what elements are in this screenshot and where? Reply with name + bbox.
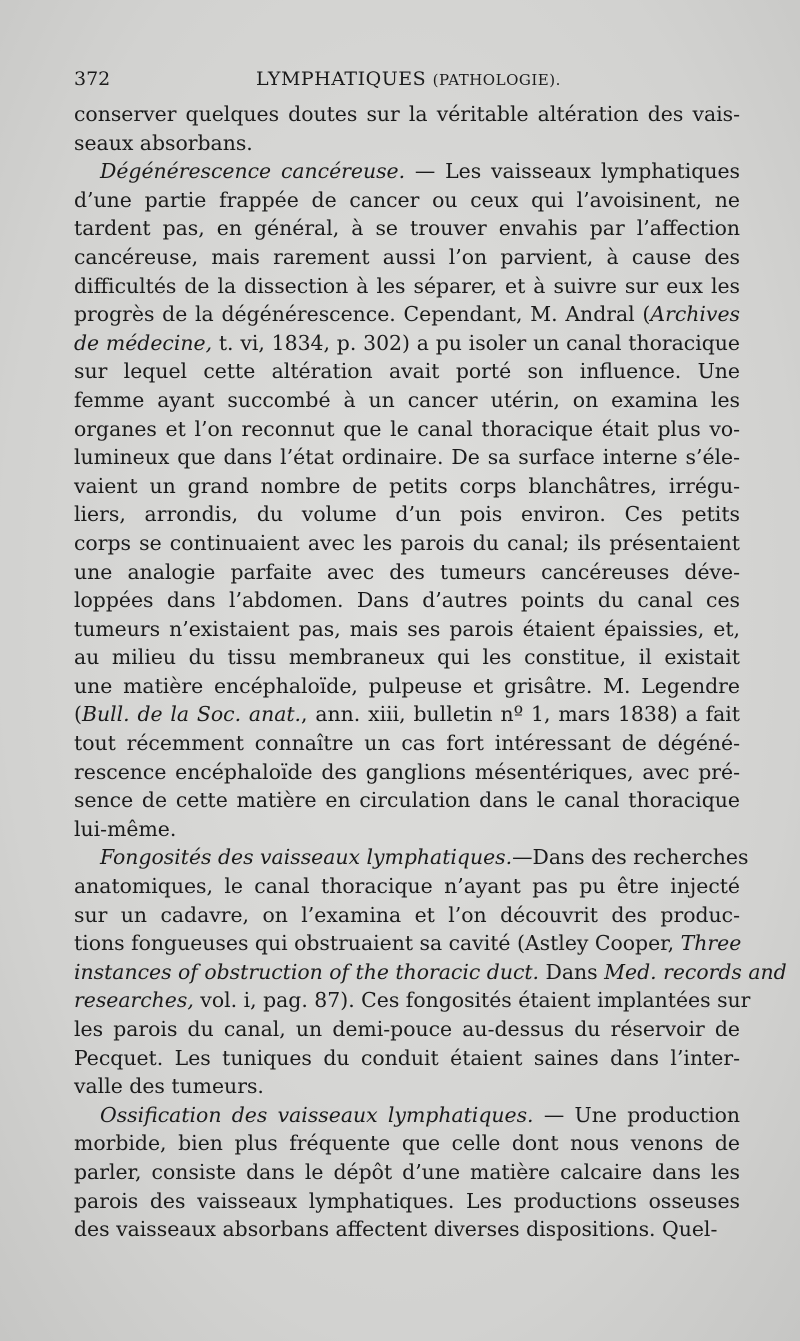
text-run: corps se continuaient avec les parois du canal; ils présentaient bbox=[74, 530, 740, 555]
text-line bbox=[74, 1015, 740, 1044]
paragraph bbox=[74, 157, 740, 843]
text-line bbox=[74, 1215, 740, 1244]
italic-run: Ossification des vaisseaux lymphatiques. bbox=[100, 1102, 534, 1127]
text-run: tardent pas, en général, à se trouver envahis par l’affection bbox=[74, 216, 740, 241]
text-line bbox=[74, 529, 740, 558]
text-run: tumeurs n’existaient pas, mais ses parois étaient épaissies, et, bbox=[74, 616, 740, 641]
text-run: d’une partie frappée de cancer ou ceux qui l’avoisinent, ne bbox=[74, 187, 740, 212]
text-run: — Les vaisseaux lymphatiques bbox=[405, 159, 740, 184]
text-line bbox=[74, 129, 740, 158]
text-line bbox=[74, 386, 740, 415]
text-line bbox=[74, 214, 740, 243]
text-line bbox=[74, 443, 740, 472]
text-line bbox=[74, 472, 740, 501]
text-run: t. vi, 1834, p. 302) a pu isoler un canal thoracique bbox=[212, 330, 740, 355]
paragraph bbox=[74, 1101, 740, 1244]
body-text bbox=[74, 100, 787, 1244]
italic-run: Dégénérescence cancéreuse. bbox=[100, 159, 406, 184]
text-line bbox=[74, 643, 740, 672]
running-title-subtitle: (PATHOLOGIE). bbox=[432, 71, 561, 89]
text-line bbox=[74, 901, 740, 930]
text-line bbox=[74, 958, 787, 987]
text-run: lumineux que dans l’état ordinaire. De sa surface interne s’éle- bbox=[74, 445, 740, 470]
running-title-main: LYMPHATIQUES bbox=[256, 68, 427, 90]
text-line bbox=[74, 100, 740, 129]
italic-run: instances of obstruction of the thoracic duct. bbox=[74, 959, 540, 984]
text-run: parois des vaisseaux lymphatiques. Les productions osseuses bbox=[74, 1188, 740, 1213]
italic-run: Bull. de la Soc. anat. bbox=[81, 702, 302, 727]
text-run: conserver quelques doutes sur la véritable altération des vais- bbox=[74, 102, 740, 126]
text-line bbox=[74, 558, 740, 587]
text-line bbox=[74, 300, 740, 329]
text-line bbox=[74, 615, 740, 644]
text-line bbox=[74, 843, 749, 872]
text-run: tions fongueuses qui obstruaient sa cavité (Astley Cooper, bbox=[74, 931, 681, 956]
text-run: progrès de la dégénérescence. Cependant, M. Andral ( bbox=[74, 302, 651, 327]
italic-run: de médecine, bbox=[74, 330, 213, 355]
text-run: vaient un grand nombre de petits corps blanchâtres, irrégu- bbox=[74, 473, 740, 498]
text-run: seaux absorbans. bbox=[74, 130, 253, 155]
text-line bbox=[74, 357, 740, 386]
text-line bbox=[74, 672, 740, 701]
text-line bbox=[74, 1044, 740, 1073]
text-run: les parois du canal, un demi-pouce au-dessus du réservoir de bbox=[74, 1017, 740, 1041]
text-run: loppées dans l’abdomen. Dans d’autres points du canal ces bbox=[74, 588, 740, 613]
text-line bbox=[74, 700, 740, 729]
text-run: liers, arrondis, du volume d’un pois environ. Ces petits bbox=[74, 502, 740, 527]
italic-run: Fongosités des vaisseaux lymphatiques. bbox=[100, 845, 513, 870]
text-line bbox=[74, 157, 740, 186]
text-run: lui-même. bbox=[74, 816, 177, 841]
paragraph bbox=[74, 843, 787, 1100]
text-run: valle des tumeurs. bbox=[74, 1074, 264, 1099]
text-run: vol. i, pag. 87). Ces fongosités étaient implantées sur bbox=[193, 988, 751, 1013]
page-number: 372 bbox=[74, 68, 111, 90]
text-line bbox=[74, 415, 740, 444]
text-line bbox=[74, 1129, 740, 1158]
text-run: tout récemment connaître un cas fort intéressant de dégéné- bbox=[74, 731, 740, 756]
text-run: une matière encéphaloïde, pulpeuse et grisâtre. M. Legendre bbox=[74, 673, 740, 698]
text-line bbox=[74, 758, 740, 787]
text-run: parler, consiste dans le dépôt d’une matière calcaire dans les bbox=[74, 1159, 740, 1184]
text-run: Dans bbox=[539, 959, 605, 984]
text-line bbox=[74, 1101, 740, 1130]
text-run: cancéreuse, mais rarement aussi l’on parvient, à cause des bbox=[74, 244, 740, 269]
text-line bbox=[74, 1187, 740, 1216]
text-line bbox=[74, 243, 740, 272]
text-run: —Dans des recherches bbox=[512, 845, 749, 870]
text-line bbox=[74, 329, 740, 358]
text-line bbox=[74, 929, 740, 958]
text-line bbox=[74, 1072, 740, 1101]
text-run: femme ayant succombé à un cancer utérin, on examina les bbox=[74, 387, 740, 412]
text-line bbox=[74, 729, 740, 758]
text-run: Pecquet. Les tuniques du conduit étaient saines dans l’inter- bbox=[74, 1045, 740, 1070]
text-line bbox=[74, 1158, 740, 1187]
italic-run: researches, bbox=[74, 988, 194, 1013]
text-run: sence de cette matière en circulation dans le canal thoracique bbox=[74, 788, 740, 813]
text-run: difficultés de la dissection à les séparer, et à suivre sur eux les bbox=[74, 273, 740, 298]
text-run: sur lequel cette altération avait porté son influence. Une bbox=[74, 359, 740, 384]
text-run: anatomiques, le canal thoracique n’ayant pas pu être injecté bbox=[74, 874, 740, 899]
text-line bbox=[74, 872, 740, 901]
running-title bbox=[256, 64, 561, 95]
text-run: des vaisseaux absorbans affectent diverses dispositions. Quel- bbox=[74, 1217, 718, 1242]
text-run: rescence encéphaloïde des ganglions mésentériques, avec pré- bbox=[74, 759, 740, 784]
paragraph bbox=[74, 100, 740, 157]
text-line bbox=[74, 986, 751, 1015]
text-run: organes et l’on reconnut que le canal thoracique était plus vo- bbox=[74, 416, 740, 441]
text-run: au milieu du tissu membraneux qui les constitue, il existait bbox=[74, 645, 740, 670]
text-line bbox=[74, 186, 740, 215]
text-run: ( bbox=[74, 702, 82, 727]
text-line bbox=[74, 500, 740, 529]
text-run: sur un cadavre, on l’examina et l’on découvrit des produc- bbox=[74, 902, 740, 927]
text-line bbox=[74, 586, 740, 615]
text-run: une analogie parfaite avec des tumeurs cancéreuses déve- bbox=[74, 559, 740, 584]
text-run: , ann. xiii, bulletin nº 1, mars 1838) a fait bbox=[301, 702, 740, 727]
italic-run: Archives bbox=[650, 302, 740, 327]
italic-run: Med. records and bbox=[604, 959, 787, 984]
text-line bbox=[74, 786, 740, 815]
text-run: morbide, bien plus fréquente que celle dont nous venons de bbox=[74, 1131, 740, 1156]
text-run: — Une production bbox=[533, 1102, 740, 1127]
italic-run: Three bbox=[680, 931, 742, 956]
text-line bbox=[74, 272, 740, 301]
text-line bbox=[74, 815, 740, 844]
